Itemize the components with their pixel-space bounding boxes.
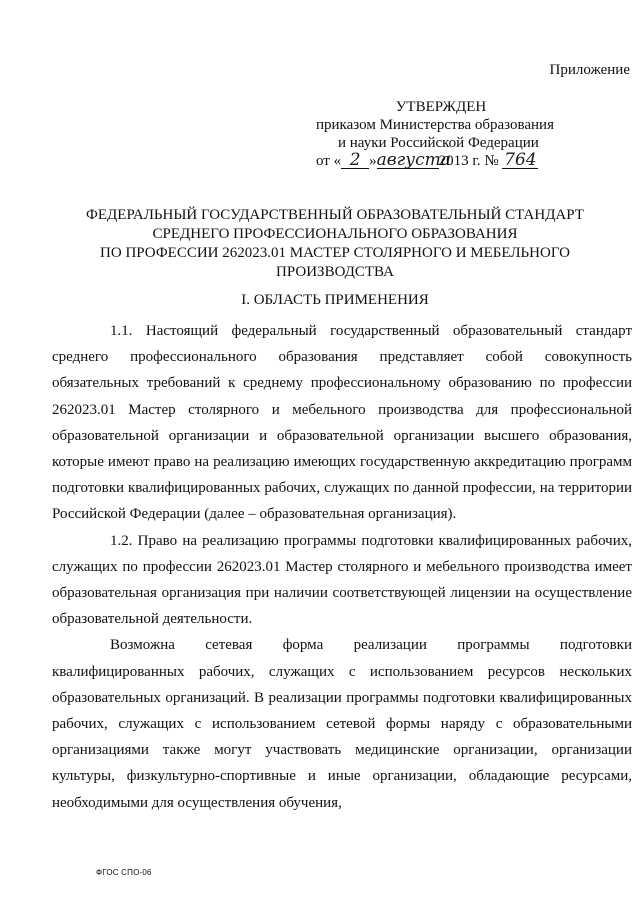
title-line-1: ФЕДЕРАЛЬНЫЙ ГОСУДАРСТВЕННЫЙ ОБРАЗОВАТЕЛЬНЫЙ СТАНДАРТ xyxy=(86,207,584,223)
section-heading: I. ОБЛАСТЬ ПРИМЕНЕНИЯ xyxy=(241,292,429,308)
date-prefix: от « xyxy=(316,153,342,169)
handwritten-month: августа xyxy=(376,150,451,170)
paragraph-network-form: Возможна сетевая форма реализации программы подготовки квалифицированных рабочих, служащих с использованием ресурсов нескольких образовательных организаций. В реализации программы подготовки квалифицированных рабочих, служащих с использованием сетевой формы наряду с образовательными организациями также могут участвовать медицинские организации, организации культуры, физкультурно-спортивные и иные организации, обладающие ресурсами, необходимыми для осуществления обучения, xyxy=(52,637,632,811)
date-year: 2013 г. № xyxy=(438,153,499,169)
handwritten-day: 2 xyxy=(341,152,369,169)
title-line-4: ПРОИЗВОДСТВА xyxy=(276,264,394,280)
paragraph-1-1: 1.1. Настоящий федеральный государственный образовательный стандарт среднего профессионального образования представляет собой совокупность обязательных требований к среднему профессиональному образованию по профессии 262023.01 Мастер столярного и мебельного производства для профессиональной образовательной организации и образовательной организации высшего образования, которые имеют право на реализацию имеющих государственную аккредитацию программ подготовки квалифицированных рабочих, служащих по данной профессии, на территории Российской Федерации (далее – образовательная организация). xyxy=(52,323,632,523)
title-line-3: ПО ПРОФЕССИИ 262023.01 МАСТЕР СТОЛЯРНОГО И МЕБЕЛЬНОГО xyxy=(100,245,570,261)
document-title xyxy=(40,206,630,282)
handwritten-order-number: 764 xyxy=(504,150,537,170)
approval-date-line xyxy=(316,152,566,170)
footer-code: ФГОС СПО-06 xyxy=(96,868,152,877)
approved-heading: УТВЕРЖДЕН xyxy=(395,99,487,115)
approval-block xyxy=(316,98,566,170)
approval-line-1: приказом Министерства образования xyxy=(316,117,554,133)
approval-line-2: и науки Российской Федерации xyxy=(338,135,539,151)
date-mid: » xyxy=(369,153,377,169)
paragraph-1-2: 1.2. Право на реализацию программы подготовки квалифицированных рабочих, служащих по профессии 262023.01 Мастер столярного и мебельного производства имеет образовательная организация при наличии соответствующей лицензии на осуществление образовательной деятельности. xyxy=(52,532,632,628)
appendix-label: Приложение xyxy=(549,62,630,78)
document-body xyxy=(52,318,632,816)
title-line-2: СРЕДНЕГО ПРОФЕССИОНАЛЬНОГО ОБРАЗОВАНИЯ xyxy=(152,226,518,242)
